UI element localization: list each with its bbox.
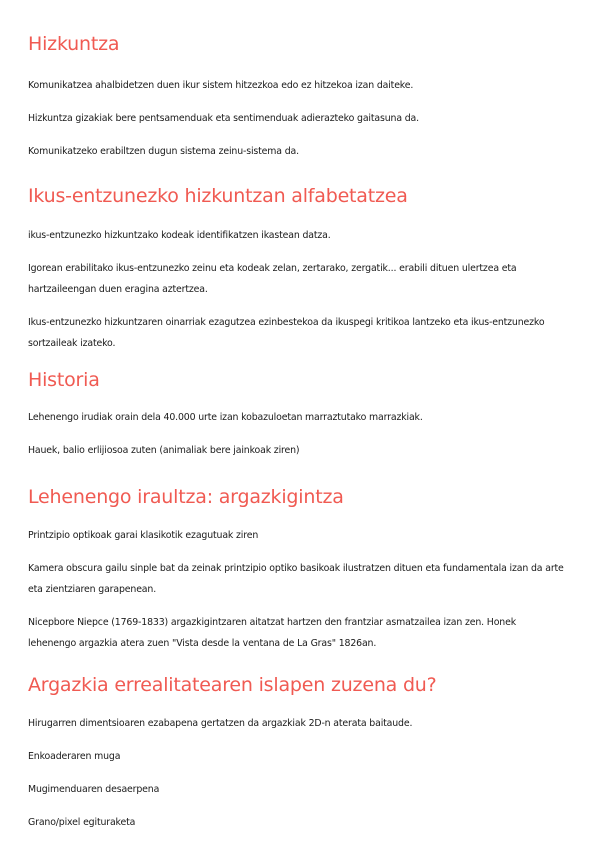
section-argazkigintza: [28, 484, 564, 654]
paragraph: Hirugarren dimentsioaren ezabapena gertatzen da argazkiak 2D-n aterata baitaude.: [28, 718, 413, 729]
section-alfabetatzea: [28, 183, 564, 354]
paragraph: Ikus-entzunezko hizkuntzaren oinarriak ezagutzea ezinbestekoa da ikuspegi kritikoa lantzeko eta ikus-entzunezko sortzaileak izateko.: [28, 317, 545, 349]
paragraph: Grano/pixel egituraketa: [28, 817, 136, 828]
paragraph: Komunikatzea ahalbidetzen duen ikur sistem hitzezkoa edo ez hitzekoa izan daiteke.: [28, 80, 414, 91]
paragraph: Igorean erabilitako ikus-entzunezko zeinu eta kodeak zelan, zertarako, zergatik... erabili dituen ulertzea eta hartzaileengan duen eragina aztertzea.: [28, 263, 517, 295]
paragraph: Nicepbore Niepce (1769-1833) argazkigintzaren aitatzat hartzen den frantziar asmatzailea izan zen. Honek lehenengo argazkia atera zuen "Vista desde la ventana de La Gras" 1826an.: [28, 617, 516, 649]
paragraph: Hauek, balio erlijiosoa zuten (animaliak bere jainkoak ziren): [28, 445, 300, 456]
section-historia: [28, 367, 564, 461]
paragraph: Printzipio optikoak garai klasikotik ezagutuak ziren: [28, 530, 259, 541]
section-hizkuntza: [28, 31, 564, 162]
paragraph: Kamera obscura gailu sinple bat da zeinak printzipio optiko basikoak ilustratzen dituen eta fundamentala izan da arte eta zientziaren garapenean.: [28, 563, 564, 595]
paragraph: Enkoaderaren muga: [28, 751, 121, 762]
paragraph: Komunikatzeko erabiltzen dugun sistema zeinu-sistema da.: [28, 146, 299, 157]
section-heading: Argazkia errealitatearen islapen zuzena du?: [28, 674, 437, 696]
paragraph: Lehenengo irudiak orain dela 40.000 urte izan kobazuloetan marraztutako marrazkiak.: [28, 412, 423, 423]
paragraph: Mugimenduaren desaerpena: [28, 784, 160, 795]
section-heading: Lehenengo iraultza: argazkigintza: [28, 486, 344, 508]
paragraph: Hizkuntza gizakiak bere pentsamenduak eta sentimenduak adierazteko gaitasuna da.: [28, 113, 419, 124]
paragraph: ikus-entzunezko hizkuntzako kodeak identifikatzen ikastean datza.: [28, 230, 331, 241]
section-argazkia-errealitatea: [28, 672, 564, 833]
section-heading: Hizkuntza: [28, 33, 120, 55]
section-heading: Ikus-entzunezko hizkuntzan alfabetatzea: [28, 185, 408, 207]
section-heading: Historia: [28, 369, 100, 391]
